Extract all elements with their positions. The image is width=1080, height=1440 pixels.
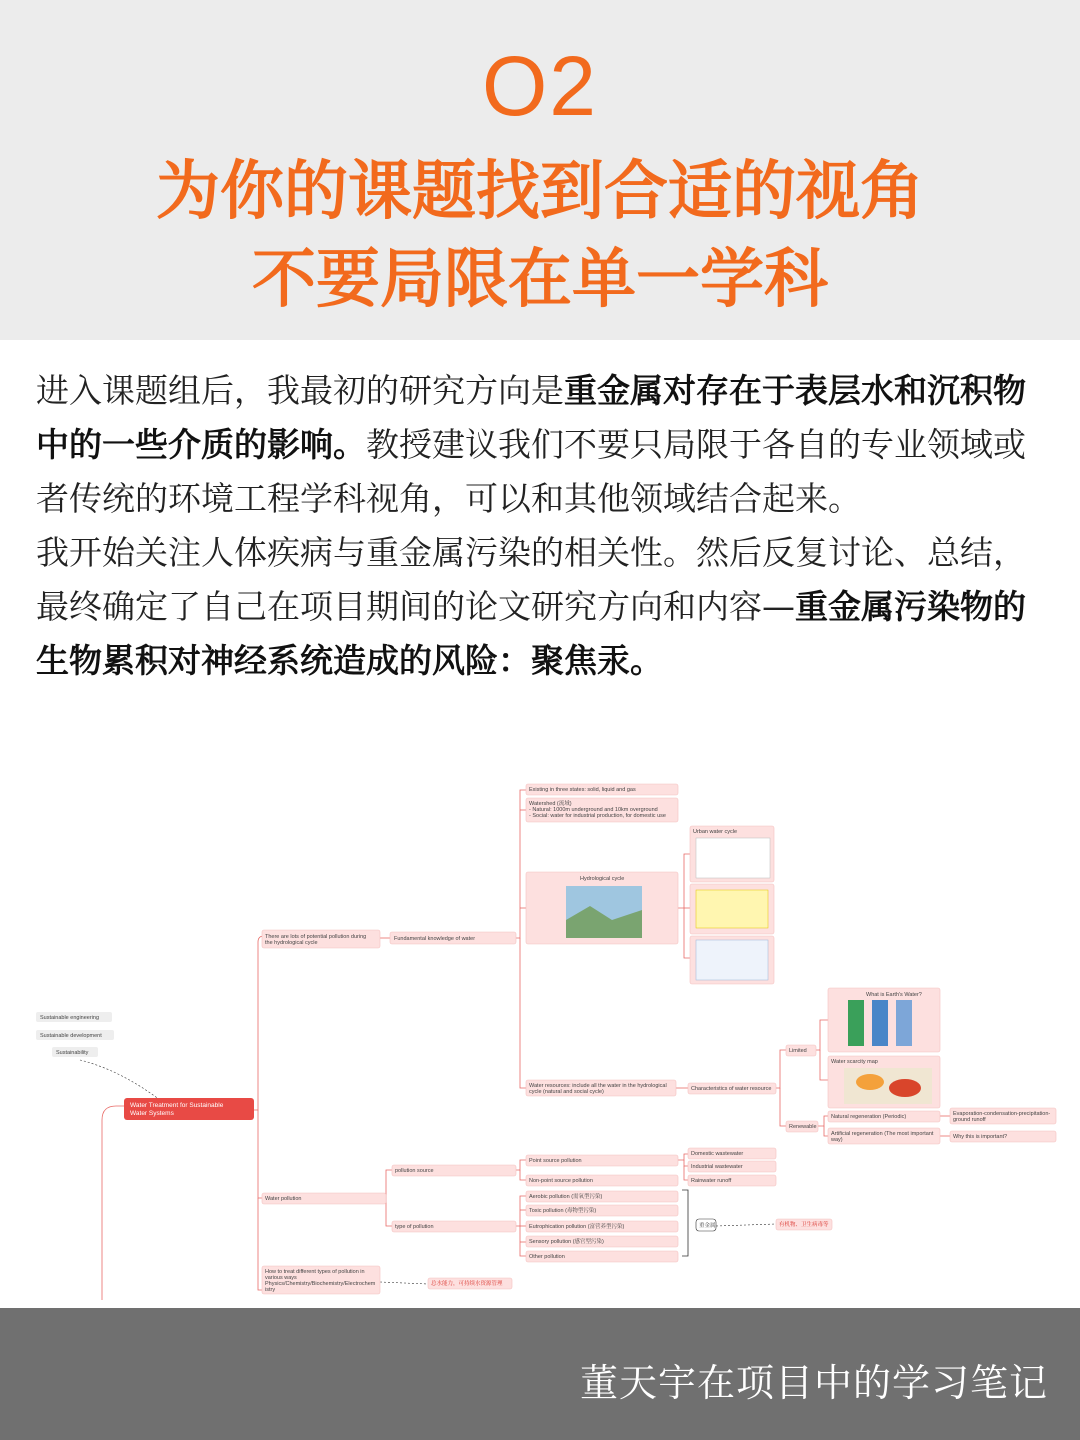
node-watershed-l2: - Natural: 1000m underground and 10km overground [529, 807, 658, 813]
mind-map-image [0, 770, 1080, 1310]
tag-node-label: 重金属 [699, 1223, 716, 1229]
side-node-2-label: Sustainable development [40, 1033, 102, 1039]
node-natural-regen-label: Natural regeneration (Periodic) [831, 1114, 907, 1120]
root-node-label: Water Treatment for Sustainable [130, 1102, 224, 1109]
node-sensory-label: Sensory pollution (感官型污染) [529, 1239, 604, 1245]
node-evap-l2: ground runoff [953, 1117, 986, 1123]
header-banner [0, 0, 1080, 340]
side-node-3-label: Sustainability [56, 1050, 89, 1056]
mind-map-svg [0, 770, 1080, 1310]
node-limited-label: Limited [789, 1048, 807, 1054]
urban-cycle-diagram [696, 838, 770, 878]
node-pollution-source-label: pollution source [395, 1168, 434, 1174]
footer-text: 董天宇在项目中的学习笔记 [579, 1361, 1048, 1405]
node-resources-l1: Water resources: include all the water in the hydrological [529, 1083, 667, 1089]
blue-diagram [696, 940, 768, 980]
node-evap-l1: Evaporation-condensation-precipitation- [953, 1111, 1051, 1117]
node-potential-label: There are lots of potential pollution during [265, 934, 367, 940]
earth-bar-1 [848, 1000, 864, 1046]
node-why-label: Why this is important? [953, 1134, 1008, 1140]
node-earth-label: What is Earth's Water? [866, 992, 922, 998]
article-body [36, 364, 1046, 688]
node-water-pollution-label: Water pollution [265, 1196, 302, 1202]
node-howto-l4: istry [265, 1287, 276, 1293]
map-region-2 [889, 1079, 921, 1097]
node-hydro-label: Hydrological cycle [580, 876, 625, 882]
node-watershed-l3: - Social: water for industrial production, for domestic use [529, 813, 666, 819]
howto-note-label: 总水能力，可持续水资源管理 [431, 1281, 503, 1287]
node-type-label: type of pollution [395, 1224, 434, 1230]
node-watershed-l1: Watershed (流域) [529, 801, 572, 807]
p1-bold: 重金属对存在于表层水和沉积物中的一些介质的影响。 [36, 371, 1026, 464]
node-resources-l2: cycle (natural and social cycle) [529, 1089, 604, 1095]
side-node-1-label: Sustainable engineering [40, 1015, 100, 1021]
earth-bar-2 [872, 1000, 888, 1046]
node-potential-label-2: the hydrological cycle [265, 940, 318, 946]
node-urban-label: Urban water cycle [693, 829, 738, 835]
node-industrial-label: Industrial wastewater [691, 1164, 743, 1170]
node-eutro-label: Eutrophication pollution (富营养型污染) [529, 1224, 625, 1230]
tag-note-label: 有机物、卫生病毒等 [779, 1222, 829, 1228]
node-rainwater-label: Rainwater runoff [691, 1178, 732, 1184]
node-artificial-l2: way) [831, 1137, 843, 1143]
node-renewable-label: Renewable [789, 1124, 817, 1130]
node-other-label: Other pollution [529, 1254, 565, 1260]
p2-bold: 重金属污染物的生物累积对神经系统造成的风险：聚焦汞。 [36, 587, 1026, 680]
node-howto-l3: Physics/Chemistry/Biochemistry/Electrochem [265, 1281, 376, 1287]
p1-text-a: 进入课题组后，我最初的研究方向是 [36, 371, 564, 410]
footer-bar [0, 1308, 1080, 1440]
title-line-1: 为你的课题找到合适的视角 [156, 155, 924, 229]
root-node-label-2: Water Systems [130, 1110, 174, 1117]
yellow-diagram [696, 890, 768, 928]
section-number: O2 [481, 39, 599, 133]
map-region-1 [856, 1074, 884, 1090]
node-howto-l2: various ways [265, 1275, 297, 1281]
node-aerobic-label: Aerobic pollution (需氧型污染) [529, 1194, 603, 1200]
paragraph-1 [36, 364, 1046, 526]
paragraph-2 [36, 526, 1046, 688]
p1-text-c: 教授建议我们不要只局限于各自的专业领域或者传统的环境工程学科视角，可以和其他领域结合起来。 [36, 425, 1026, 518]
node-nonpoint-label: Non-point source pollution [529, 1178, 593, 1184]
node-artificial-l1: Artificial regeneration (The most important [831, 1131, 934, 1137]
node-toxic-label: Toxic pollution (毒物型污染) [529, 1208, 597, 1214]
node-fundamental-label: Fundamental knowledge of water [394, 936, 476, 942]
node-domestic-label: Domestic wastewater [691, 1151, 744, 1157]
p2-text-a: 我开始关注人体疾病与重金属污染的相关性。然后反复讨论、总结，最终确定了自己在项目期间的论文研究方向和内容— [36, 533, 1026, 626]
node-howto-l1: How to treat different types of pollution in [265, 1269, 365, 1275]
node-characteristics-label: Characteristics of water resource [691, 1086, 772, 1092]
node-scarcity-label: Water scarcity map [831, 1059, 878, 1065]
earth-bar-3 [896, 1000, 912, 1046]
node-point-label: Point source pollution [529, 1158, 582, 1164]
title-line-2: 不要局限在单一学科 [252, 243, 828, 317]
node-states-label: Existing in three states: solid, liquid and gas [529, 787, 636, 793]
